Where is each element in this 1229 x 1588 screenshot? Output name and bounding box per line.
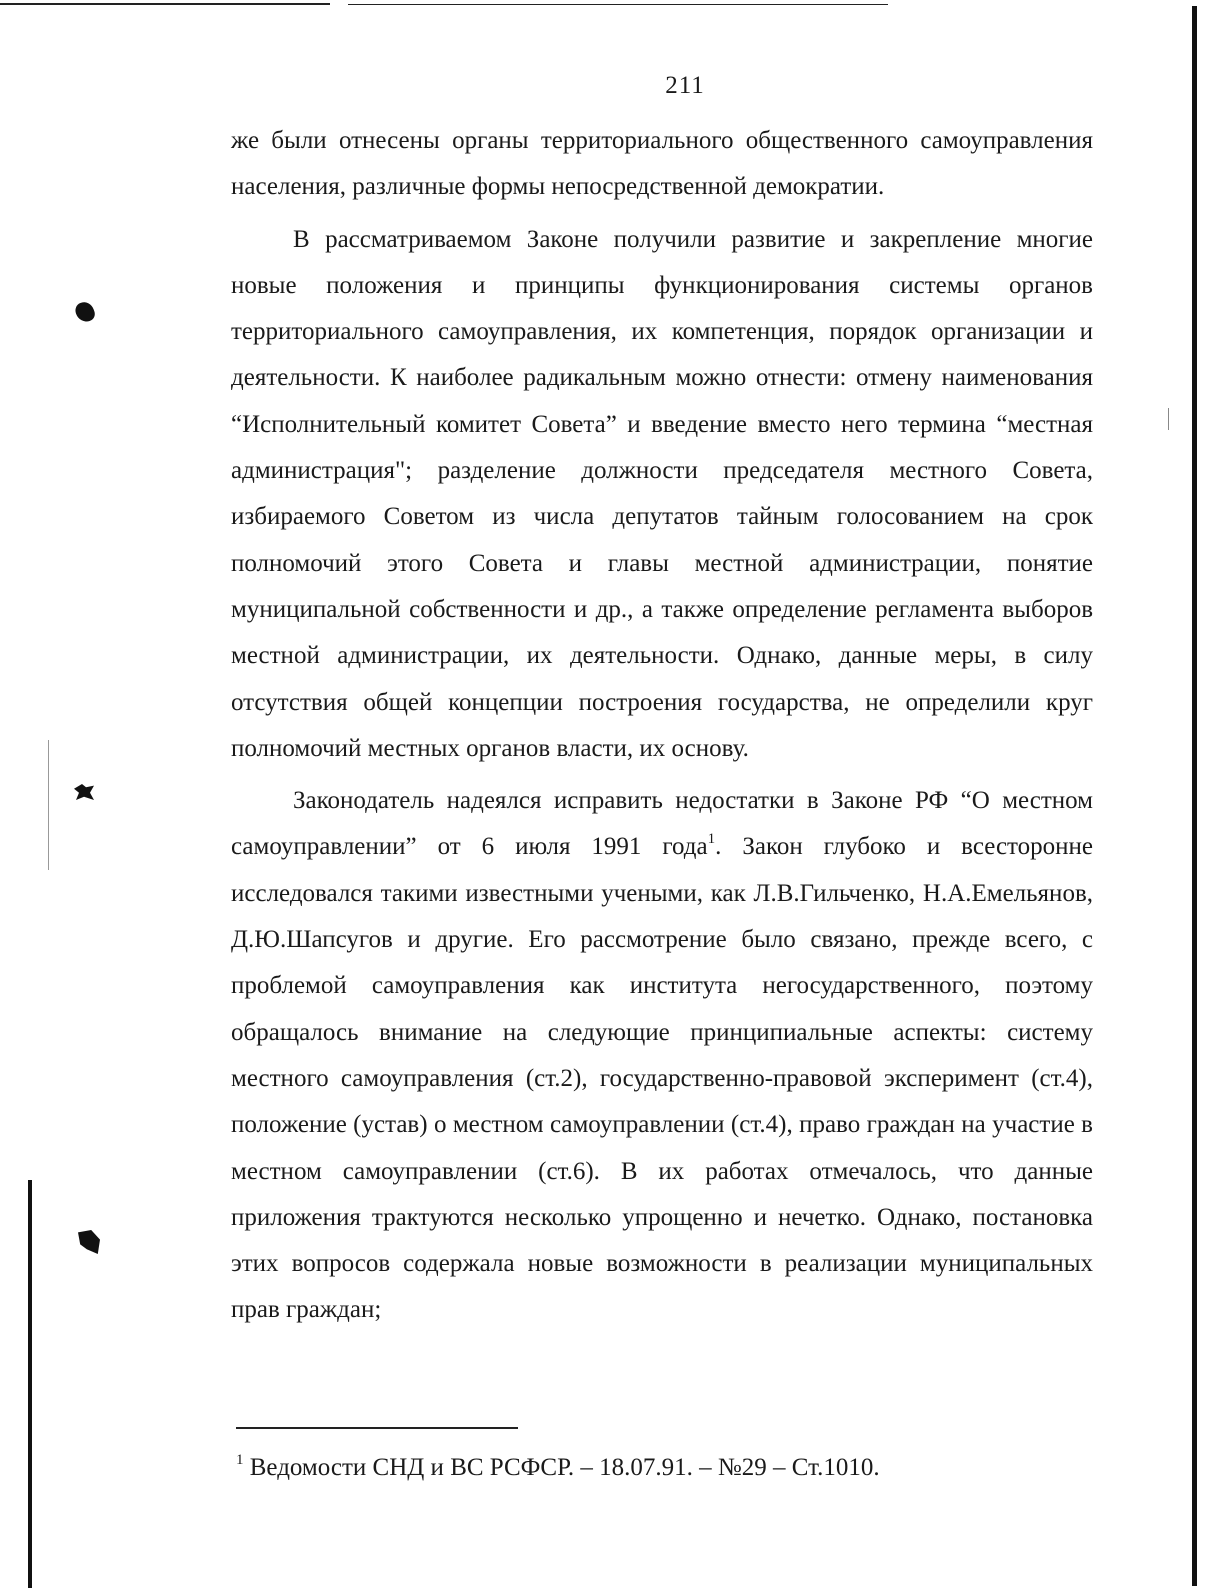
scan-top-rule-right	[348, 4, 888, 5]
body-text	[231, 118, 1093, 1334]
scan-right-edge-bar	[1192, 6, 1197, 1586]
paragraph-legislator-start: Законодатель надеялся исправить недостатки в Законе РФ “О местном самоуправлении” от 6 июля 1991 года	[231, 787, 1093, 861]
page-number: 211	[665, 72, 705, 99]
scan-blot-3	[78, 1230, 100, 1254]
scan-top-rule-left	[0, 3, 330, 5]
scan-blot-2	[74, 784, 94, 800]
scan-left-edge-bar	[28, 1180, 32, 1588]
paragraph-legislator	[231, 778, 1093, 1334]
footnote-mark: 1	[236, 1452, 244, 1468]
footnote	[236, 1454, 880, 1482]
paragraph-continued: же были отнесены органы территориального общественного самоуправления населения, различные формы непосредственной демократии.	[231, 127, 1093, 201]
scan-blot-1	[73, 300, 97, 325]
footnote-text: Ведомости СНД и ВС РСФСР. – 18.07.91. – №29 – Ст.1010.	[243, 1454, 880, 1481]
scan-left-mark	[48, 740, 49, 870]
scan-right-mark	[1168, 408, 1169, 430]
footnote-reference[interactable]: 1	[707, 831, 716, 848]
paragraph-legislator-rest: . Закон глубоко и всесторонне исследовался такими известными учеными, как Л.В.Гильченко, Н.А.Емельянов, Д.Ю.Шапсугов и другие. Его рассмотрение было связано, прежде всего, с проблемой самоуправления как института негосударственного, поэтому обращалось внимание на следующие принципиальные аспекты: систему местного самоуправления (ст.2), государственно-правовой эксперимент (ст.4), положение (устав) о местном самоуправлении (ст.4), право граждан на участие в местном самоуправлении (ст.6). В их работах отмечалось, что данные приложения трактуются несколько упрощенно и нечетко. Однако, постановка этих вопросов содержала новые возможности в реализации муниципальных прав граждан;	[231, 833, 1093, 1324]
footnote-separator	[236, 1427, 518, 1429]
paragraph-law-provisions: В рассматриваемом Законе получили развитие и закрепление многие новые положения и принципы функционирования системы органов территориального самоуправления, их компетенция, порядок организации и деятельности. К наиболее радикальным можно отнести: отмену наименования “Исполнительный комитет Совета” и введение вместо него термина “местная администрация"; разделение должности председателя местного Совета, избираемого Советом из числа депутатов тайным голосованием на срок полномочий этого Совета и главы местной администрации, понятие муниципальной собственности и др., а также определение регламента выборов местной администрации, их деятельности. Однако, данные меры, в силу отсутствия общей концепции построения государства, не определили круг полномочий местных органов власти, их основу.	[231, 225, 1093, 762]
